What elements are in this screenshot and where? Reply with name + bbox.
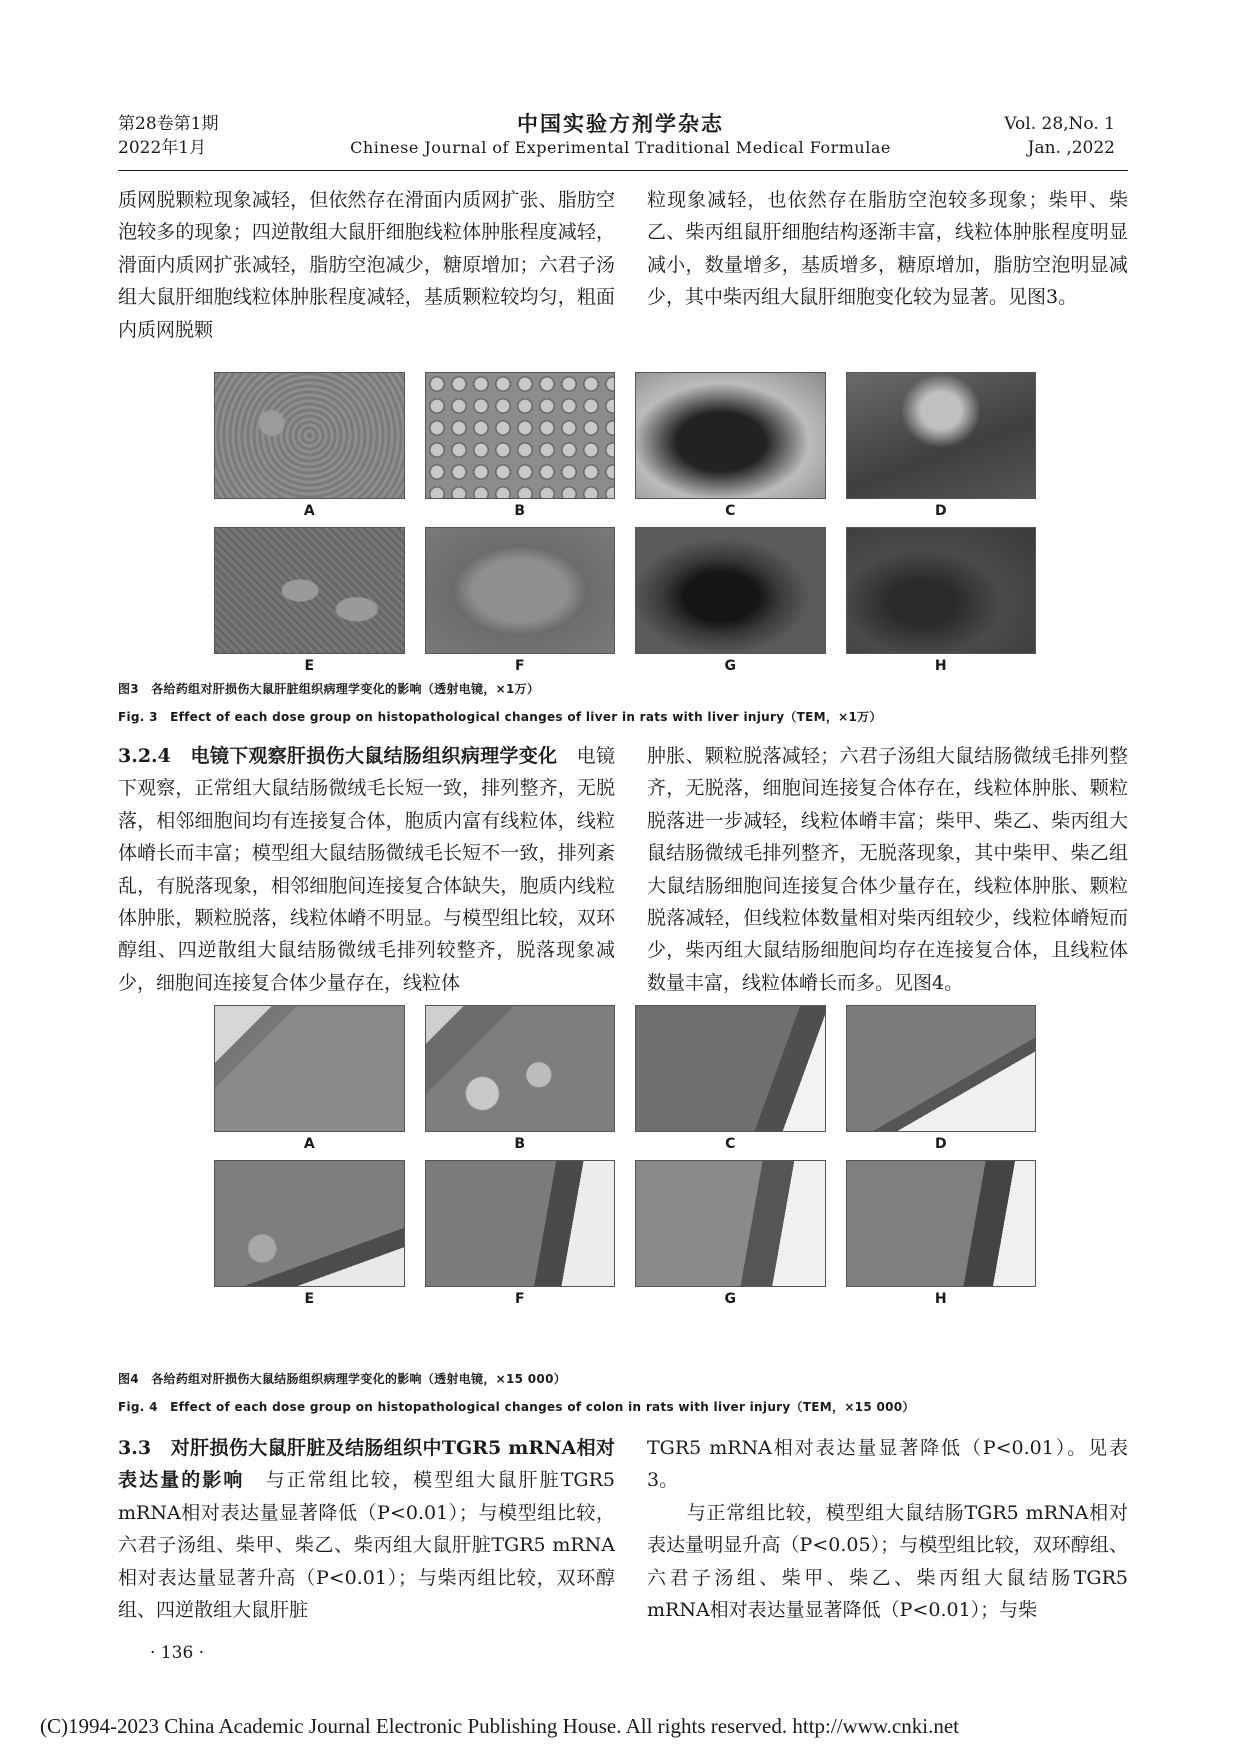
- volume-issue: 第28卷第1期: [118, 114, 219, 134]
- tem-image-a: [214, 372, 405, 499]
- tem-image-g: [635, 527, 826, 654]
- panel-label: B: [514, 1136, 526, 1152]
- tem-image-b: [425, 1005, 616, 1132]
- tem-image-c: [635, 372, 826, 499]
- paragraph-liver-continued-right: [647, 184, 1128, 314]
- section-heading: 3.2.4 电镜下观察肝损伤大鼠结肠组织病理学变化: [118, 745, 558, 767]
- panel-label: D: [934, 1136, 947, 1152]
- tem-image-h: [846, 527, 1037, 654]
- paragraph-text: 肿胀、颗粒脱落减轻；六君子汤组大鼠结肠微绒毛排列整齐，无脱落，细胞间连接复合体存在，线粒体肿胀、颗粒脱落进一步减轻，线粒体嵴丰富；柴甲、柴乙、柴丙组大鼠结肠微绒毛排列整齐，无脱落现象，其中柴甲、柴乙组大鼠结肠细胞间连接复合体少量存在，线粒体肿胀、颗粒脱落减轻，但线粒体数量相对柴丙组较少，线粒体嵴短而少，柴丙组大鼠结肠细胞间均存在连接复合体，且线粒体数量丰富，线粒体嵴长而多。见图4。: [647, 745, 1128, 994]
- panel-label: E: [304, 658, 315, 674]
- figure-3: [214, 372, 1036, 682]
- panel-label: H: [934, 1291, 947, 1307]
- issue-date-en: Jan. ,2022: [1027, 138, 1115, 158]
- tem-image-f: [425, 527, 616, 654]
- copyright-footer: (C)1994-2023 China Academic Journal Electronic Publishing House. All rights reserved. http://www.cnki.net: [40, 1714, 959, 1738]
- page-number: · 136 ·: [150, 1643, 205, 1663]
- paragraph-text: 电镜下观察，正常组大鼠结肠微绒毛长短一致，排列整齐，无脱落，相邻细胞间均有连接复合体，胞质内富有线粒体，线粒体嵴长而丰富；模型组大鼠结肠微绒毛长短不一致，排列紊乱，有脱落现象，相邻细胞间连接复合体缺失，胞质内线粒体肿胀，颗粒脱落，线粒体嵴不明显。与模型组比较，双环醇组、四逆散组大鼠结肠微绒毛排列较整齐，脱落现象减少，细胞间连接复合体少量存在，线粒体: [118, 745, 615, 994]
- tem-image-c: [635, 1005, 826, 1132]
- section-3-3-left: [118, 1432, 615, 1626]
- panel-label: A: [303, 1136, 315, 1152]
- tem-image-h: [846, 1160, 1037, 1287]
- tem-image-f: [425, 1160, 616, 1287]
- panel-label: G: [724, 658, 736, 674]
- journal-title-cn: 中国实验方剂学杂志: [517, 111, 724, 136]
- paragraph-text: 与正常组比较，模型组大鼠肝脏TGR5 mRNA相对表达量显著降低（P<0.01）；与模型组比较，六君子汤组、柴甲、柴乙、柴丙组大鼠肝脏TGR5 mRNA相对表达量显著升高（P<0.01）；与柴丙组比较，双环醇组、四逆散组大鼠肝脏: [118, 1469, 615, 1622]
- panel-label: G: [724, 1291, 736, 1307]
- section-heading: 3.3 对肝损伤大鼠肝脏及结肠组织中TGR5 mRNA相对表达量的影响: [118, 1437, 615, 1492]
- section-3-3-right: [647, 1432, 1128, 1626]
- figure-3-caption-en: Fig. 3 Effect of each dose group on histopathological changes of liver in rats with liver injury（TEM，×1万）: [118, 710, 882, 724]
- figure-4-caption-cn: 图4 各给药组对肝损伤大鼠结肠组织病理学变化的影响（透射电镜，×15 000）: [118, 1372, 567, 1386]
- tem-image-e: [214, 1160, 405, 1287]
- tem-image-a: [214, 1005, 405, 1132]
- running-header-right: [1004, 112, 1115, 160]
- tem-image-b: [425, 372, 616, 499]
- issue-date: 2022年1月: [118, 138, 207, 158]
- journal-title-en: Chinese Journal of Experimental Traditional Medical Formulae: [350, 138, 891, 157]
- paragraph-liver-continued-left: [118, 184, 615, 346]
- panel-label: A: [303, 503, 315, 519]
- figure-3-caption-cn: 图3 各给药组对肝损伤大鼠肝脏组织病理学变化的影响（透射电镜，×1万）: [118, 682, 540, 696]
- paragraph-text: TGR5 mRNA相对表达量显著降低（P<0.01）。见表3。: [647, 1437, 1128, 1492]
- section-3-2-4-left: [118, 740, 615, 999]
- panel-label: E: [304, 1291, 315, 1307]
- tem-image-d: [846, 1005, 1037, 1132]
- panel-label: H: [934, 658, 947, 674]
- panel-label: C: [725, 1136, 736, 1152]
- volume-issue-en: Vol. 28,No. 1: [1004, 114, 1115, 134]
- panel-label: B: [514, 503, 526, 519]
- paragraph-text: 粒现象减轻，也依然存在脂肪空泡较多现象；柴甲、柴乙、柴丙组鼠肝细胞结构逐渐丰富，线粒体肿胀程度明显减小，数量增多，基质增多，糖原增加，脂肪空泡明显减少，其中柴丙组大鼠肝细胞变化较为显著。见图3。: [647, 189, 1128, 309]
- paragraph-text: 质网脱颗粒现象减轻，但依然存在滑面内质网扩张、脂肪空泡较多的现象；四逆散组大鼠肝细胞线粒体肿胀程度减轻，滑面内质网扩张减轻，脂肪空泡减少，糖原增加；六君子汤组大鼠肝细胞线粒体肿胀程度减轻，基质颗粒较均匀，粗面内质网脱颗: [118, 189, 615, 341]
- header-rule: [118, 170, 1128, 171]
- tem-image-e: [214, 527, 405, 654]
- section-3-2-4-right: [647, 740, 1128, 999]
- figure-4: [214, 1005, 1036, 1315]
- panel-label: F: [514, 658, 525, 674]
- figure-4-caption-en: Fig. 4 Effect of each dose group on histopathological changes of colon in rats with liver injury（TEM，×15 000）: [118, 1400, 915, 1414]
- panel-label: F: [514, 1291, 525, 1307]
- paragraph-text: 与正常组比较，模型组大鼠结肠TGR5 mRNA相对表达量明显升高（P<0.05）；与模型组比较，双环醇组、六君子汤组、柴甲、柴乙、柴丙组大鼠结肠TGR5 mRNA相对表达量显著降低（P<0.01）；与柴: [647, 1501, 1128, 1622]
- tem-image-d: [846, 372, 1037, 499]
- panel-label: D: [934, 503, 947, 519]
- tem-image-g: [635, 1160, 826, 1287]
- panel-label: C: [725, 503, 736, 519]
